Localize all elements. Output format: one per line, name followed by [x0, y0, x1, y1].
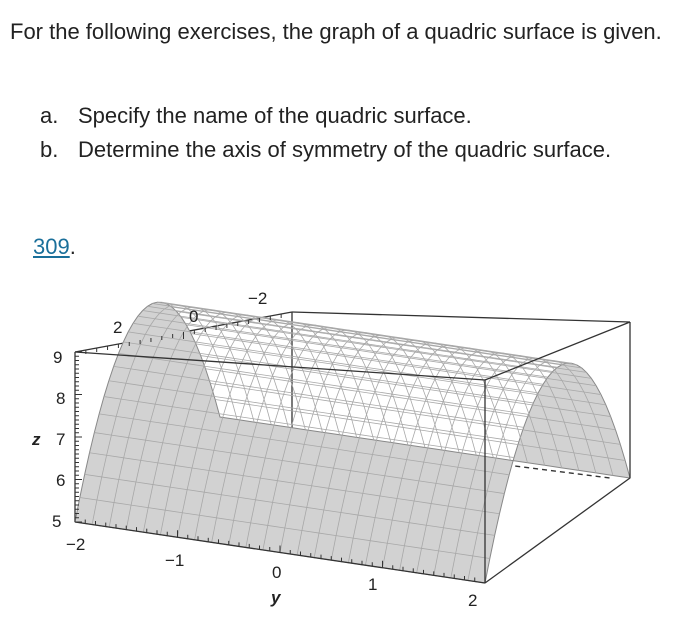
task-list — [40, 99, 660, 167]
y-tick-label: −2 — [66, 535, 86, 554]
task-item-b — [40, 133, 660, 167]
x-tick-label: 0 — [189, 307, 199, 326]
z-tick-label: 5 — [52, 512, 62, 531]
task-marker: a. — [40, 103, 59, 128]
exercise-number-link[interactable]: 309 — [33, 234, 70, 259]
task-text: Specify the name of the quadric surface. — [78, 103, 472, 128]
y-tick-label: 1 — [368, 575, 378, 594]
y-tick-label: −1 — [165, 551, 185, 570]
surface-plot — [0, 270, 700, 639]
y-tick-label: 2 — [468, 591, 478, 610]
instructions-text: For the following exercises, the graph of a quadric surface is given. — [10, 19, 662, 44]
parabolic-cylinder-surface — [75, 302, 630, 583]
z-tick-label: 7 — [56, 430, 66, 449]
task-marker: b. — [40, 137, 59, 162]
z-tick-label: 9 — [53, 348, 63, 367]
z-axis-label: z — [32, 430, 41, 449]
z-tick-label: 6 — [56, 471, 66, 490]
x-tick-label: −2 — [248, 289, 268, 308]
y-axis-label: y — [271, 588, 281, 607]
box-edge-back-right-top — [292, 312, 630, 322]
task-item-a — [40, 99, 660, 133]
z-tick-label: 8 — [56, 389, 66, 408]
z-axis — [31, 348, 65, 531]
y-tick-label: 0 — [272, 563, 282, 582]
box-edge-right-bottom — [485, 478, 630, 583]
exercise-number-suffix: . — [69, 234, 76, 259]
x-tick-label: 2 — [113, 318, 123, 337]
quadric-surface-figure — [0, 270, 700, 639]
exercise-heading — [33, 232, 76, 262]
task-text: Determine the axis of symmetry of the quadric surface. — [78, 137, 612, 162]
